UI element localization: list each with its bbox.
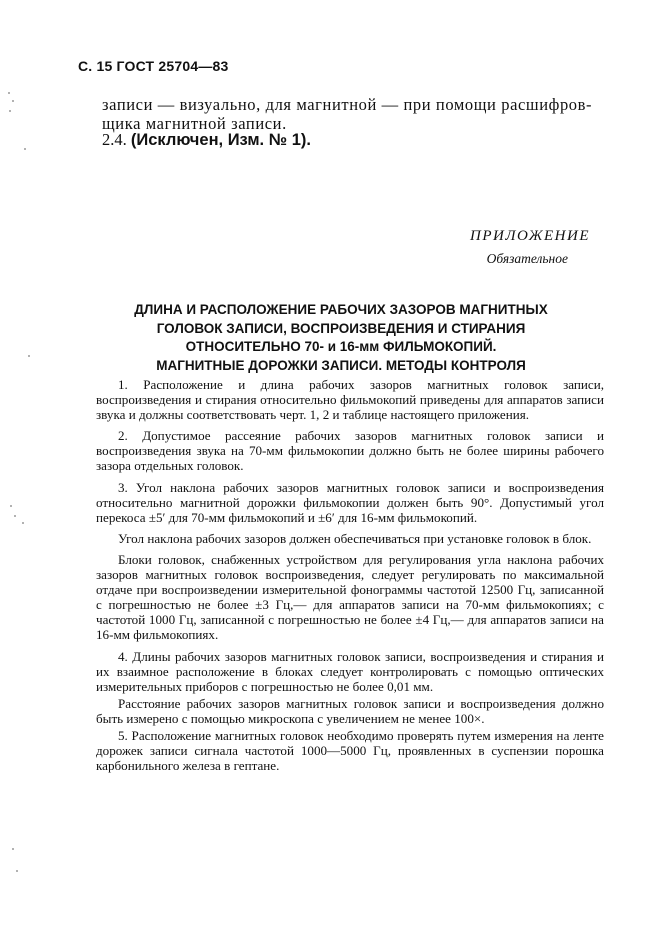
- scan-speck: [12, 848, 14, 850]
- scan-speck: [28, 355, 30, 357]
- title-line-2: ГОЛОВОК ЗАПИСИ, ВОСПРОИЗВЕДЕНИЯ И СТИРАНИЯ: [156, 320, 526, 336]
- paragraph-1: 1. Расположение и длина рабочих зазоров магнитных головок записи, воспроизведения и стирания относительно фильмокопий приведены для аппаратов записи звука и должны соответствовать черт. 1, 2 и таблице настоящего приложения.: [96, 377, 604, 423]
- scan-speck: [24, 148, 26, 150]
- paragraph-3-blocks: Блоки головок, снабженных устройством для регулирования угла наклона рабочих зазоров магнитных головок воспроизведения, следует регулировать по максимальной отдаче при воспроизведении измерительной фонограммы частотой 12500 Гц, записанной с погрешностью не более ±3 Гц,— для аппаратов записи на 70-мм фильмокопиях; с частотой 1000 Гц, записанной с погрешностью не более ±4 Гц,— для аппаратов записи на 16-мм фильмокопиях.: [96, 551, 604, 643]
- appendix-status: Обязательное: [486, 251, 568, 266]
- title-line-1: ДЛИНА И РАСПОЛОЖЕНИЕ РАБОЧИХ ЗАЗОРОВ МАГНИТНЫХ: [134, 302, 548, 317]
- scan-speck: [12, 100, 14, 102]
- paragraph-3: 3. Угол наклона рабочих зазоров магнитных головок записи и воспроизведения относительно магнитной дорожки фильмокопии должен быть 90°. Допустимый угол перекоса ±5′ для 70-мм фильмокопий и ±6′ для 16-мм фильмокопий.: [96, 479, 604, 525]
- title-line-4: МАГНИТНЫЕ ДОРОЖКИ ЗАПИСИ. МЕТОДЫ КОНТРОЛЯ: [156, 357, 526, 373]
- appendix-label: ПРИЛОЖЕНИЕ: [470, 228, 590, 244]
- scan-speck: [8, 92, 10, 94]
- item-2-4: [102, 130, 311, 150]
- item-2-4-number: 2.4.: [102, 130, 127, 149]
- section-title: [96, 301, 586, 375]
- scan-speck: [22, 522, 24, 524]
- scan-speck: [16, 870, 18, 872]
- scan-speck: [9, 110, 11, 112]
- paragraph-2: 2. Допустимое рассеяние рабочих зазоров магнитных головок записи и воспроизведения звука на 70-мм фильмокопии должно быть не более ширины рабочего зазора отдельных головок.: [96, 428, 604, 474]
- paragraph-4-distance: Расстояние рабочих зазоров магнитных головок записи и воспроизведения должно быть измерено с помощью микроскопа с увеличением не менее 100×.: [96, 695, 604, 726]
- continuation-line-1: записи — визуально, для магнитной — при помощи расшифров-: [102, 95, 593, 114]
- scan-speck: [10, 505, 12, 507]
- body-text: [96, 377, 604, 779]
- page-header: С. 15 ГОСТ 25704—83: [78, 58, 229, 74]
- continuation-line-2: щика магнитной записи.: [102, 114, 287, 133]
- title-line-3: ОТНОСИТЕЛЬНО 70- и 16-мм ФИЛЬМОКОПИЙ.: [185, 339, 497, 354]
- item-2-4-text: (Исключен, Изм. № 1).: [130, 131, 311, 149]
- paragraph-4: 4. Длины рабочих зазоров магнитных головок записи, воспроизведения и стирания и их взаимное расположение в блоках следует контролировать с помощью оптических измерительных приборов с погрешностью не более 0,01 мм.: [96, 648, 604, 694]
- paragraph-3-note: Угол наклона рабочих зазоров должен обеспечиваться при установке головок в блок.: [118, 530, 592, 546]
- scan-speck: [14, 515, 16, 517]
- appendix-block: [470, 228, 590, 267]
- paragraph-5: 5. Расположение магнитных головок необходимо проверять путем измерения на ленте дорожек записи сигнала частотой 1000—5000 Гц, проявленных в суспензии порошка карбонильного железа в гептане.: [96, 727, 604, 774]
